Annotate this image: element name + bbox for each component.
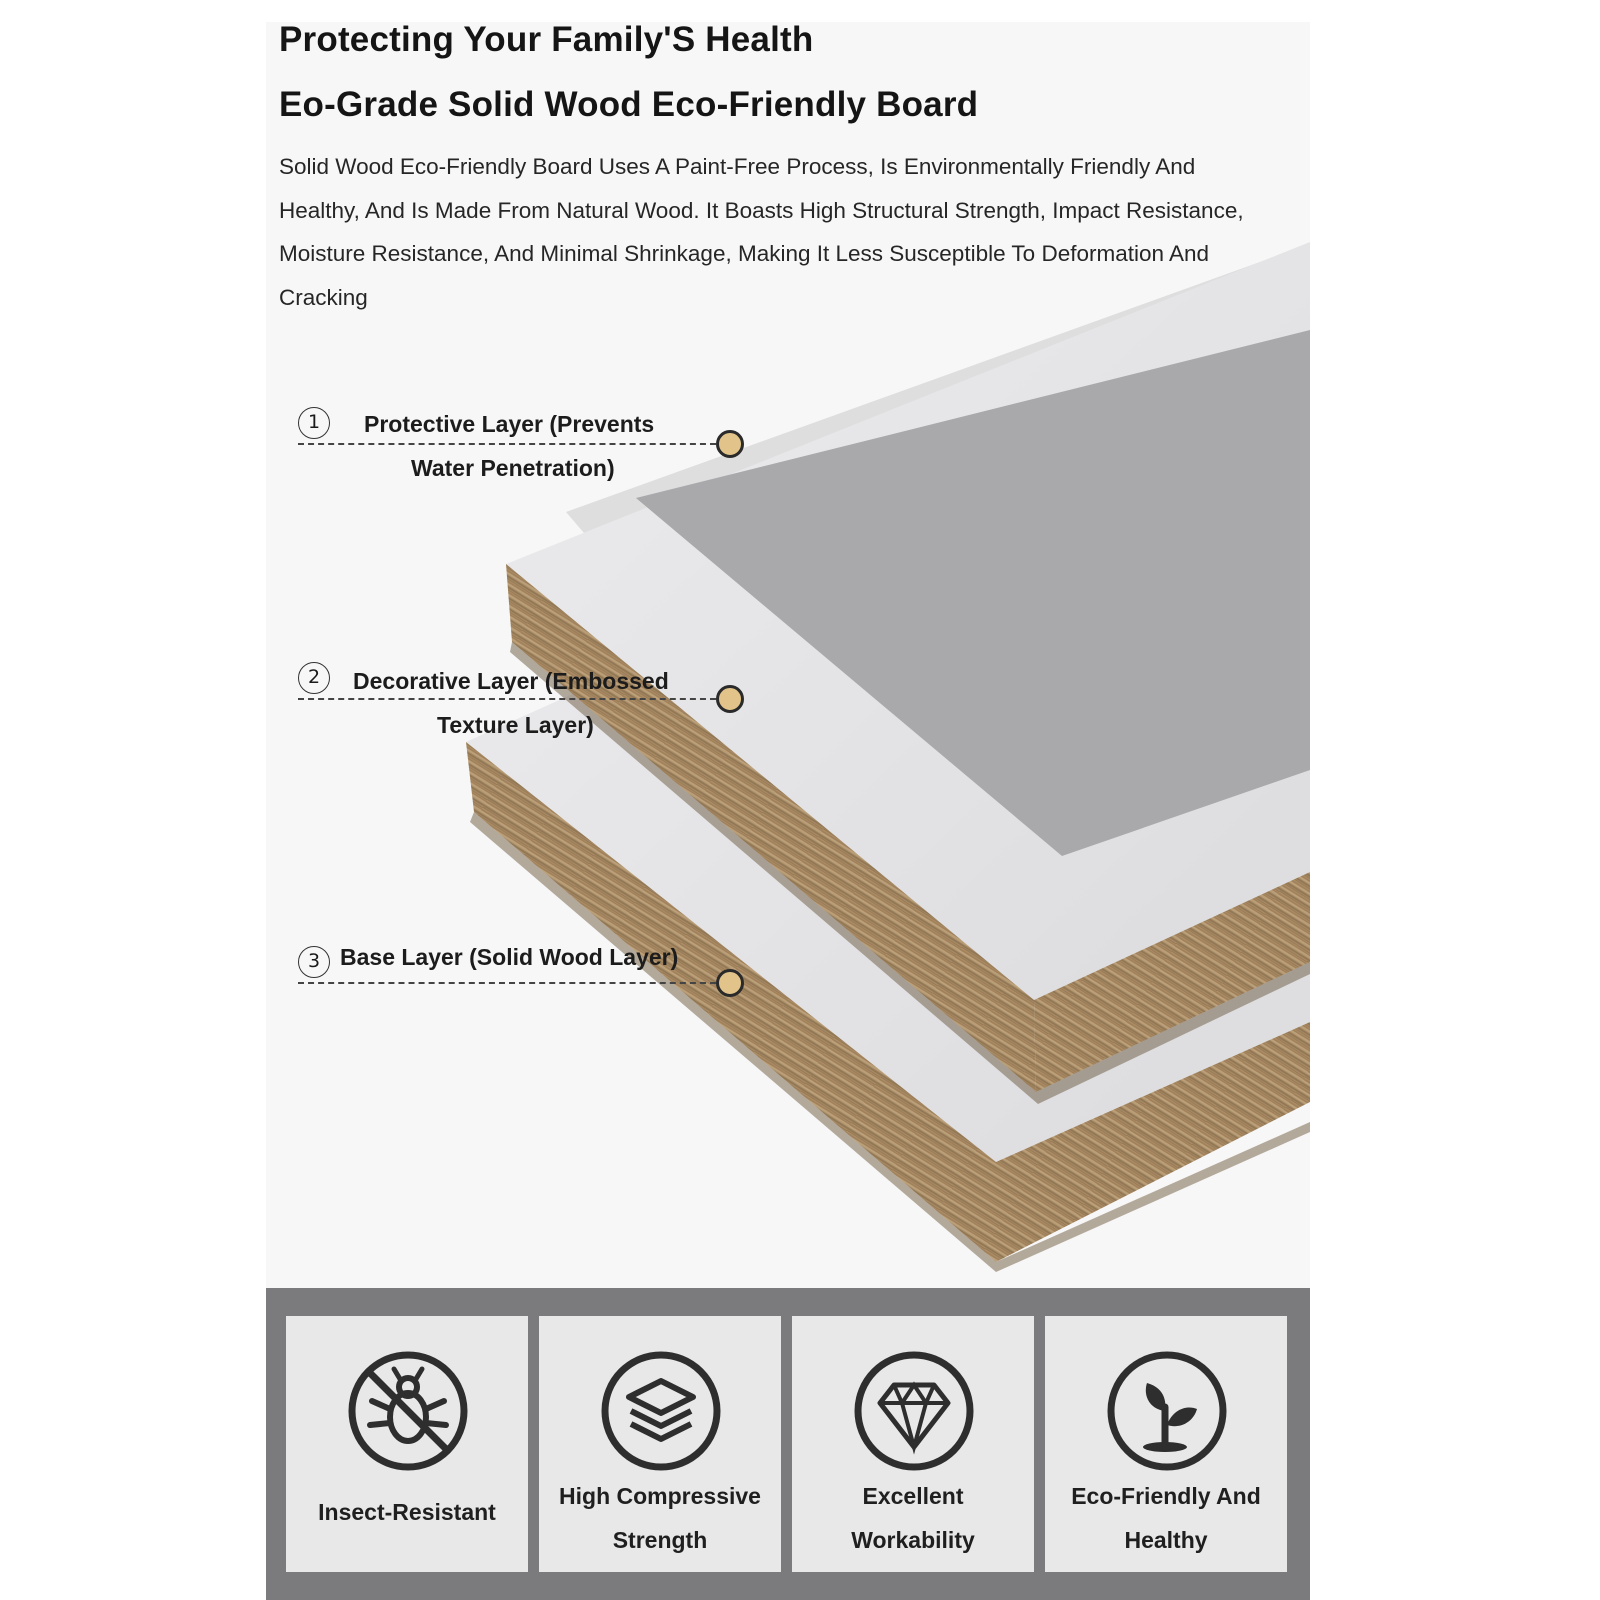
feature-label-line1: High Compressive (559, 1483, 761, 1509)
feature-label-line2: Healthy (1124, 1527, 1208, 1553)
layer-number-badge: 2 (298, 662, 330, 694)
feature-label: Insect-Resistant (318, 1499, 496, 1525)
product-description: Solid Wood Eco-Friendly Board Uses A Paint-Free Process, Is Environmentally Friendly And Healthy, And Is Made From Natural Wood. It Boasts High Structural Strength, Impact Resistance, Moisture Resistance, And Minimal Shrinkage, Making It Less Susceptible To Deformation And Cracking (279, 154, 1244, 310)
layer-callout-protective (298, 405, 738, 485)
layer-number-badge: 3 (298, 946, 330, 978)
dashed-leader-line (298, 443, 716, 445)
callout-dot-icon (716, 430, 744, 458)
feature-compressive-strength (539, 1316, 781, 1572)
layer-label-line1: Protective Layer (Prevents (364, 411, 655, 437)
feature-label-line1: Eco-Friendly And (1071, 1483, 1261, 1509)
page-title: Protecting Your Family'S Health (279, 20, 814, 59)
feature-label-line2: Workability (851, 1527, 975, 1553)
layer-callout-decorative (298, 660, 738, 740)
no-insect-icon (348, 1351, 468, 1471)
feature-eco-friendly (1045, 1316, 1287, 1572)
feature-label-line2: Strength (612, 1527, 708, 1553)
dashed-leader-line (298, 982, 716, 984)
layer-callout-base (298, 944, 738, 1024)
layer-label-line1: Base Layer (Solid Wood Layer) (340, 944, 679, 970)
feature-label-line1: Excellent (862, 1483, 964, 1509)
page-subtitle: Eo-Grade Solid Wood Eco-Friendly Board (279, 85, 979, 124)
layer-number-badge: 1 (298, 407, 330, 439)
dashed-leader-line (298, 698, 716, 700)
callout-dot-icon (716, 685, 744, 713)
feature-insect-resistant (286, 1316, 528, 1572)
diamond-icon (854, 1351, 974, 1471)
layer-label-line2: Water Penetration) (411, 455, 615, 481)
layers-icon (601, 1351, 721, 1471)
layer-label-line2: Texture Layer) (437, 712, 594, 738)
callout-dot-icon (716, 969, 744, 997)
layer-label-line1: Decorative Layer (Embossed (353, 668, 669, 694)
sprout-icon (1107, 1351, 1227, 1471)
feature-workability (792, 1316, 1034, 1572)
